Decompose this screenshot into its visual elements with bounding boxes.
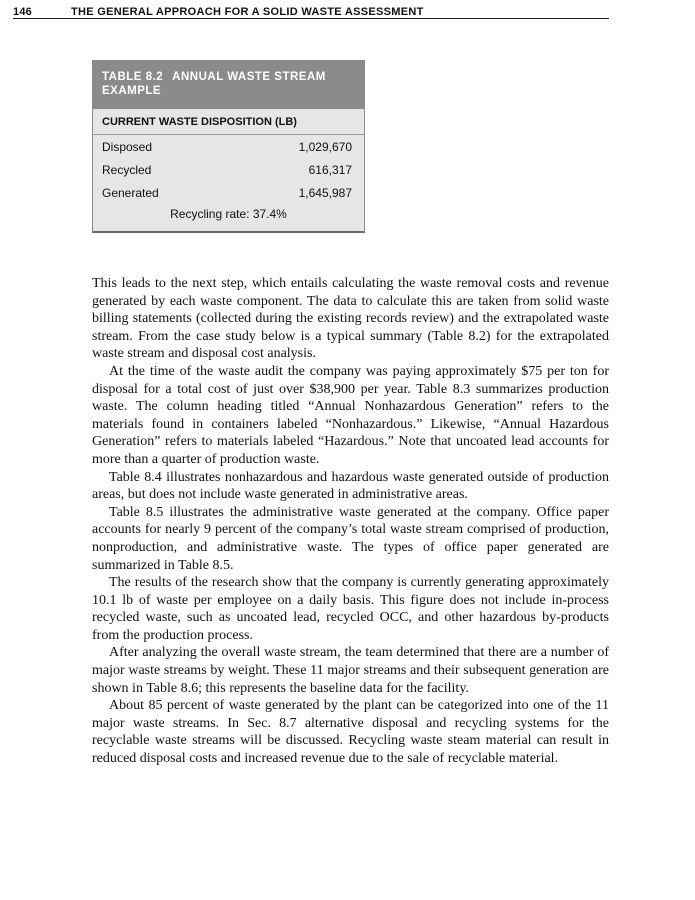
paragraph: Table 8.5 illustrates the administrative waste generated at the company. Office paper accounts for nearly 9 percent of the company’s total waste stream comprised of production, nonproduction, and administrative waste. The types of office paper generated are summarized in Table 8.5. xyxy=(92,504,609,573)
table-title: ANNUAL WASTE STREAM EXAMPLE xyxy=(102,71,326,97)
row-value: 1,029,670 xyxy=(298,140,352,154)
running-title: THE GENERAL APPROACH FOR A SOLID WASTE ASSESSMENT xyxy=(71,6,424,18)
paragraph: This leads to the next step, which entails calculating the waste removal costs and revenue generated by each waste component. The data to calculate this are taken from solid waste billing statements (collected during the existing records review) and the extrapolated waste stream. From the case study below is a typical summary (Table 8.2) for the extrapolated waste stream and disposal cost analysis. xyxy=(92,276,609,362)
table-caption xyxy=(93,61,364,109)
row-label: Recycled xyxy=(102,163,152,177)
row-label: Generated xyxy=(102,186,159,200)
table-row xyxy=(102,138,352,156)
paragraph: Table 8.4 illustrates nonhazardous and hazardous waste generated outside of production areas, but does not include waste generated in administrative areas. xyxy=(92,469,609,503)
page-number: 146 xyxy=(13,6,32,18)
row-value: 1,645,987 xyxy=(298,186,352,200)
table-column-heading: CURRENT WASTE DISPOSITION (LB) xyxy=(93,109,364,135)
table-number: TABLE 8.2 xyxy=(102,71,164,83)
recycling-rate: Recycling rate: 37.4% xyxy=(170,207,287,221)
paragraph: The results of the research show that the company is currently generating approximately 10.1 lb of waste per employee on a daily basis. This figure does not include in-process recycled waste, such as uncoated lead, recycled OCC, and other hazardous by-products from the production process. xyxy=(92,575,609,643)
row-value: 616,317 xyxy=(308,163,352,177)
table-row xyxy=(102,161,352,179)
paragraph: About 85 percent of waste generated by the plant can be categorized into one of the 11 major waste streams. In Sec. 8.7 alternative disposal and recycling systems for the recyclable waste streams will be discussed. Recycling waste steam material can result in reduced disposal costs and increased revenue due to the sale of recyclable material. xyxy=(92,698,609,767)
table-row xyxy=(102,184,352,202)
running-header xyxy=(13,6,609,19)
row-label: Disposed xyxy=(102,140,153,154)
table-8-2 xyxy=(92,60,365,233)
paragraph: At the time of the waste audit the company was paying approximately $75 per ton for disposal for a total cost of just over $38,900 per year. Table 8.3 summarizes production waste. The column heading titled “Annual Nonhazardous Generation” refers to the materials found in containers labeled “Nonhazardous.” Likewise, “Annual Hazardous Generation” refers to materials labeled “Hazardous.” Note that uncoated lead accounts for more than a quarter of production waste. xyxy=(92,363,609,467)
paragraph: After analyzing the overall waste stream, the team determined that there are a number of major waste streams by weight. These 11 major streams and their subsequent generation are shown in Table 8.6; this represents the baseline data for the facility. xyxy=(92,645,609,696)
body-text xyxy=(92,275,609,768)
